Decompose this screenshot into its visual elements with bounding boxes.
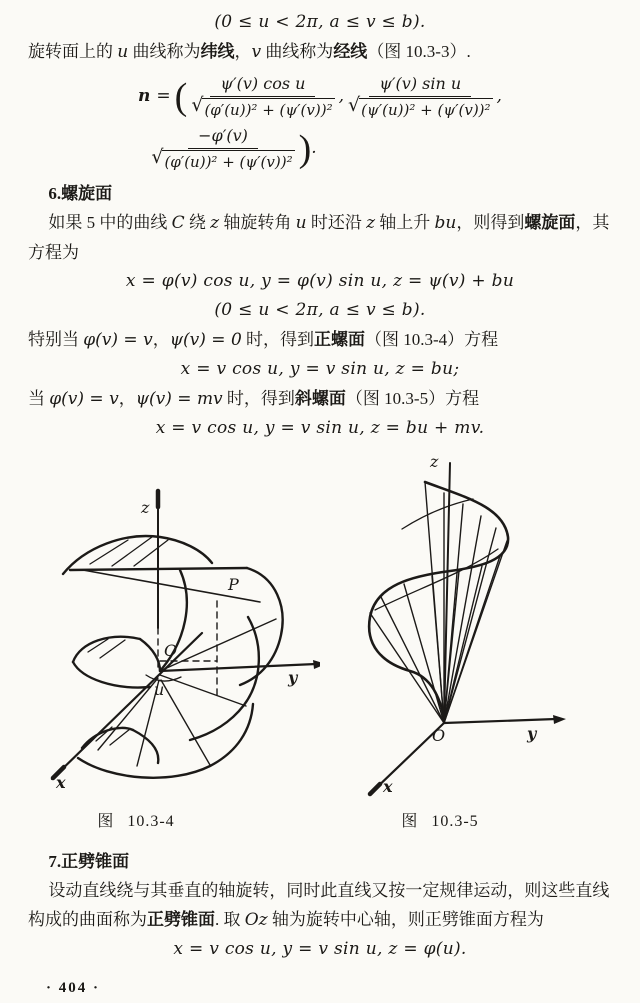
fraction-1-denominator — [191, 93, 334, 120]
normal-vector-symbol: n — [138, 85, 151, 106]
fraction-3-denominator — [151, 145, 294, 172]
angle-u-label: u — [154, 680, 165, 699]
fraction-3 — [151, 125, 294, 172]
open-paren: ( — [174, 76, 188, 118]
helicoid-equation: x = φ(v) cos u, y = φ(v) sin u, z = ψ(v) + bu — [125, 271, 515, 291]
section-7-heading: 7.正劈锥面 — [48, 852, 130, 871]
x-axis-line — [52, 633, 202, 779]
figure-10-3-4-drawing — [40, 449, 320, 809]
y-axis-label: y — [288, 668, 298, 687]
sqrt-sign: √ — [348, 93, 361, 116]
caption-number: 10.3-4 — [127, 813, 175, 830]
section-7-paragraph-line1: 设动直线绕与其垂直的轴旋转，同时此直线又按一定规律运动，则这些直线 — [48, 881, 610, 900]
z-axis-label: z — [430, 452, 439, 471]
generator-lines — [98, 619, 276, 766]
x-axis-label: x — [56, 773, 66, 792]
conoid-equation: x = v cos u, y = v sin u, z = φ(u). — [173, 939, 467, 959]
right-helicoid-equation: x = v cos u, y = v sin u, z = bu; — [180, 359, 460, 379]
caption-number: 10.3-5 — [431, 813, 479, 830]
top-chord-line — [70, 568, 247, 570]
comma-separator: , — [338, 85, 345, 106]
y-axis-label: y — [527, 724, 537, 743]
figure-10-3-5 — [332, 449, 612, 833]
fraction-2-numerator: ψ′(v) sin u — [369, 73, 471, 97]
sqrt-sign: √ — [191, 93, 204, 116]
y-axis-line — [444, 719, 556, 723]
fraction-3-numerator: −φ′(v) — [188, 125, 258, 149]
fraction-2-denominator — [348, 93, 493, 120]
x-axis-tip — [370, 784, 380, 794]
section-7-paragraph-line2: 构成的曲面称为正劈锥面. 取 Oz 轴为旋转中心轴，则正劈锥面方程为 — [28, 910, 544, 930]
fraction-3-radicand: (φ′(u))² + (ψ′(v))² — [162, 150, 294, 172]
sqrt-sign: √ — [151, 145, 164, 168]
right-helicoid-sentence: 特别当 φ(v) = v，ψ(v) = 0 时，得到正螺面（图 10.3-4）方程 — [28, 330, 499, 350]
equals-sign: = — [156, 85, 171, 106]
section-6-paragraph: 如果 5 中的曲线 C 绕 z 轴旋转角 u 时还沿 z 轴上升 bu，则得到螺旋面，其 — [48, 213, 610, 233]
fraction-1-numerator: ψ′(v) cos u — [210, 73, 315, 97]
fraction-1-radicand: (φ′(u))² + (ψ′(v))² — [202, 98, 334, 120]
caption-label: 图 — [401, 813, 418, 830]
normal-vector-formula-row2 — [0, 123, 524, 173]
section-6-paragraph-cont: 方程为 — [28, 243, 79, 262]
figure-10-3-4 — [40, 449, 320, 833]
section-6-heading: 6.螺旋面 — [48, 184, 113, 203]
figure-10-3-5-drawing — [332, 449, 612, 809]
x-axis-label: x — [383, 777, 393, 796]
cross-arc-lower — [375, 549, 498, 610]
hatch-lines-top — [90, 537, 168, 566]
bottom-rim-arc — [78, 704, 253, 778]
normal-vector-formula-row1 — [28, 69, 612, 123]
oblique-helicoid-equation: x = v cos u, y = v sin u, z = bu + mv. — [155, 418, 485, 438]
figure-10-3-4-caption — [0, 811, 276, 833]
page-number: · 404 · — [46, 980, 101, 996]
mid-ear-inner — [140, 639, 160, 671]
origin-O-label: O — [164, 641, 178, 660]
caption-label: 图 — [97, 813, 114, 830]
point-P-label: P — [228, 575, 239, 594]
comma-separator: , — [496, 85, 502, 106]
constraint-line-top: (0 ≤ u < 2π, a ≤ v ≤ b). — [214, 12, 426, 32]
fraction-2-radicand: (ψ′(u))² + (ψ′(v))² — [359, 98, 492, 120]
close-paren: ) — [298, 128, 312, 170]
z-axis-label: z — [141, 498, 150, 517]
mid-ear-bottom — [73, 662, 150, 687]
origin-O-label: O — [432, 726, 446, 745]
y-axis-arrowhead — [553, 715, 566, 724]
fraction-1 — [191, 73, 334, 120]
figure-row — [28, 449, 612, 833]
y-axis-arrowhead — [313, 660, 320, 669]
period: . — [311, 137, 317, 158]
intro-sentence: 旋转面上的 u 曲线称为纬线，v 曲线称为经线（图 10.3-3）. — [28, 42, 471, 62]
constraint-line: (0 ≤ u < 2π, a ≤ v ≤ b). — [214, 300, 426, 320]
figure-10-3-5-caption — [300, 811, 580, 833]
oblique-helicoid-sentence: 当 φ(v) = v，ψ(v) = mv 时，得到斜螺面（图 10.3-5）方程 — [28, 389, 480, 409]
fraction-2 — [348, 73, 493, 120]
